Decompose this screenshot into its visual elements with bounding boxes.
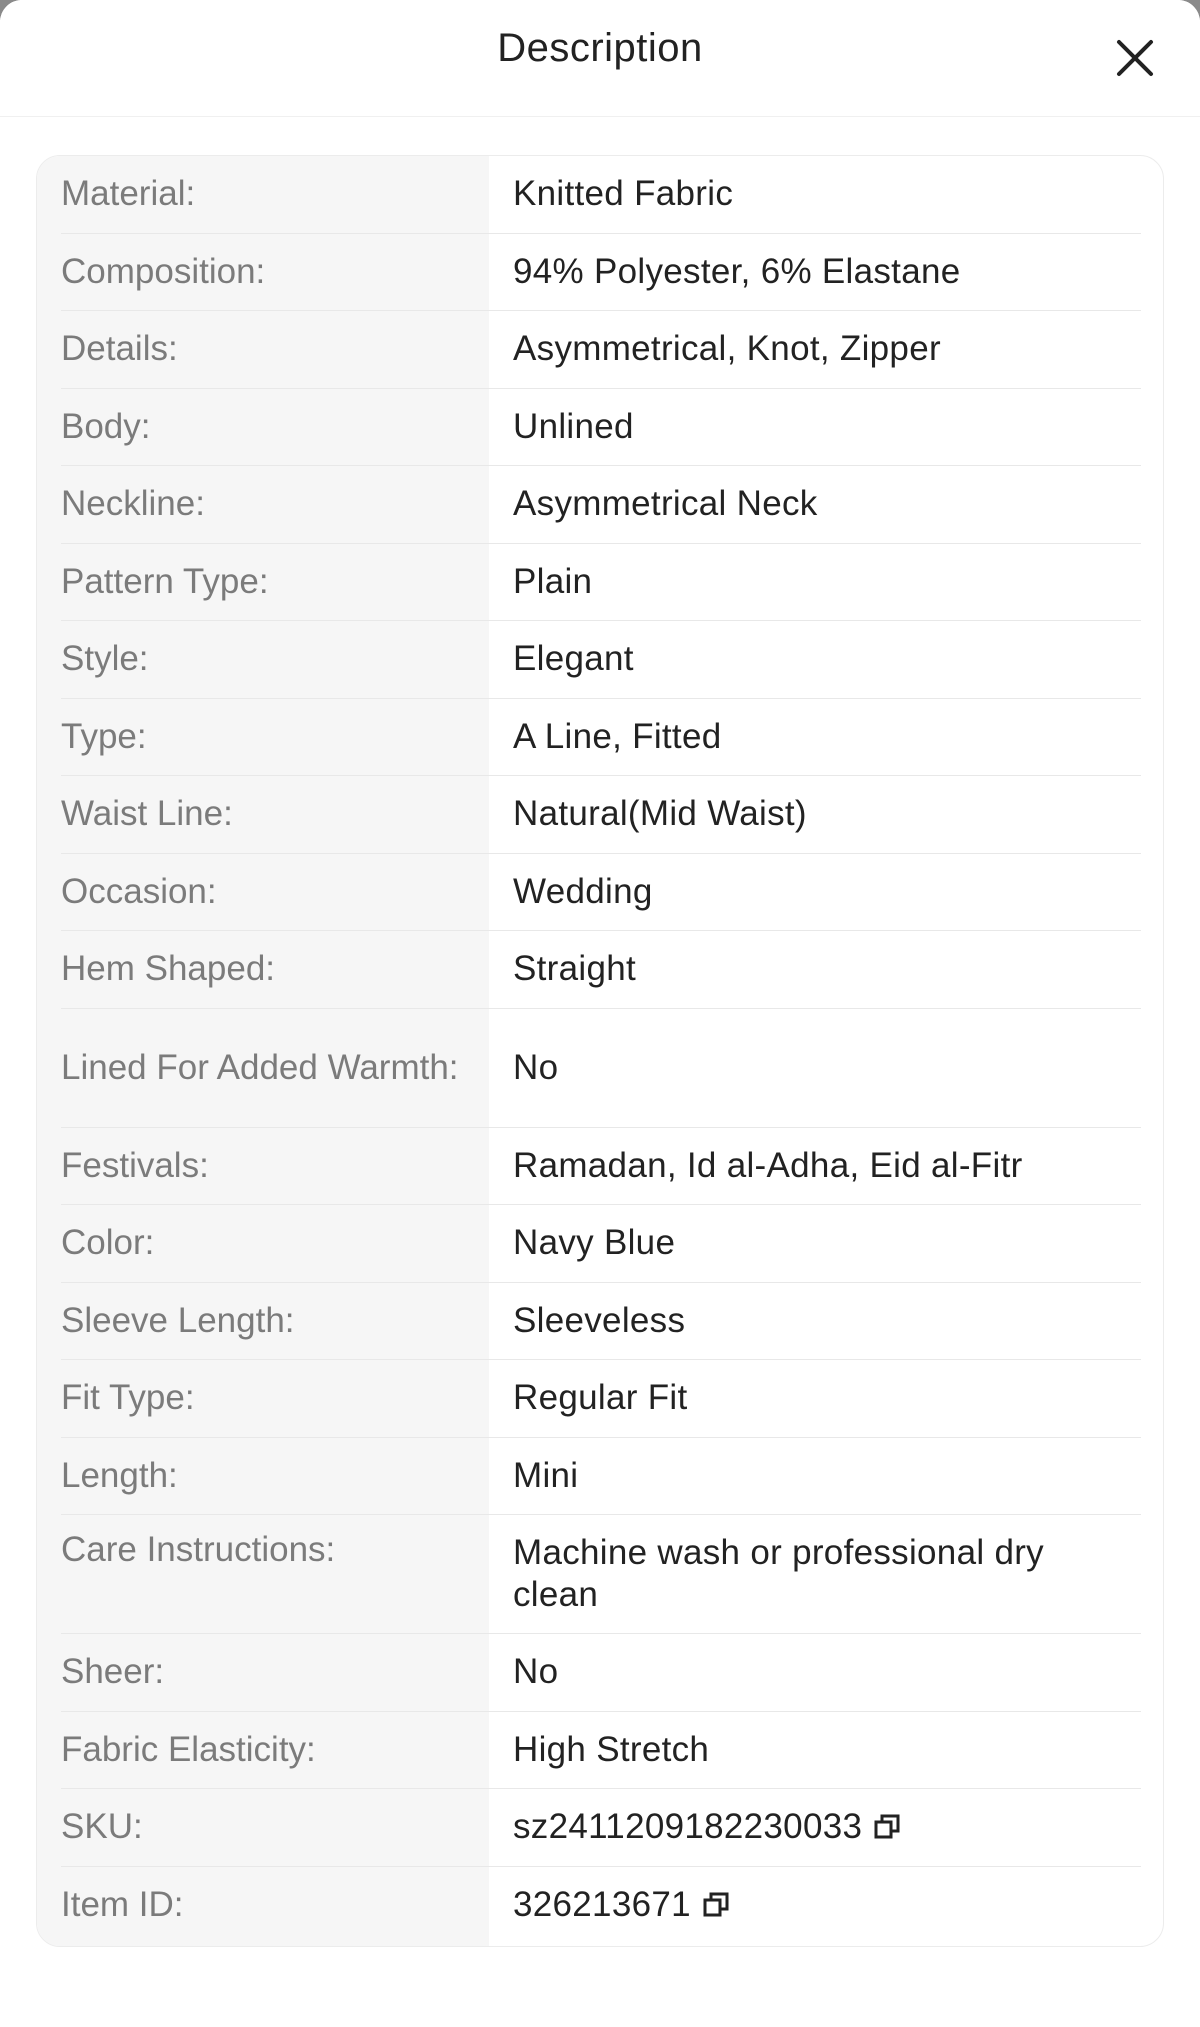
attribute-label: Neckline: [61,484,205,524]
attribute-label: Details: [61,329,178,369]
attribute-label: Occasion: [61,871,217,911]
attribute-row-fit-type [61,1360,1141,1438]
attribute-value: Elegant [513,639,634,679]
attribute-label: Composition: [61,251,266,291]
attribute-row-details [61,311,1141,389]
attribute-row-hem-shaped [61,931,1141,1009]
attribute-value: No [513,1652,559,1692]
attribute-label: Hem Shaped: [61,949,276,989]
attribute-value: Asymmetrical, Knot, Zipper [513,329,941,369]
attribute-value-container [489,1867,1141,1945]
sheet-header [0,0,1200,117]
attribute-value: Unlined [513,406,634,446]
attribute-label: Material: [61,174,196,214]
attribute-row-item-id [61,1867,1141,1945]
attribute-label: Item ID: [61,1885,184,1925]
attribute-value: Sleeveless [513,1300,686,1340]
attribute-row-occasion [61,854,1141,932]
attribute-row-lined-for-added-warmth [61,1009,1141,1128]
attribute-value: A Line, Fitted [513,716,722,756]
attribute-label: Fit Type: [61,1378,195,1418]
attribute-value: Knitted Fabric [513,174,734,214]
attribute-row-length [61,1438,1141,1516]
attribute-value: 94% Polyester, 6% Elastane [513,251,961,291]
attribute-row-festivals [61,1128,1141,1206]
close-icon [1109,32,1161,84]
attribute-value: Straight [513,949,637,989]
attribute-label: Sleeve Length: [61,1300,295,1340]
attribute-value: Ramadan, Id al-Adha, Eid al-Fitr [513,1145,1023,1185]
attribute-label: Body: [61,406,151,446]
attribute-row-color [61,1205,1141,1283]
attribute-row-style [61,621,1141,699]
attribute-value: No [513,1047,559,1087]
attributes-table [36,155,1164,1947]
attribute-label: Type: [61,716,147,756]
attribute-label: Waist Line: [61,794,233,834]
attribute-row-composition [61,234,1141,312]
attribute-row-sleeve-length [61,1283,1141,1361]
attribute-row-sku [61,1789,1141,1867]
attribute-row-waist-line [61,776,1141,854]
attribute-label: Festivals: [61,1145,209,1185]
attribute-row-fabric-elasticity [61,1712,1141,1790]
attribute-label: Fabric Elasticity: [61,1729,316,1769]
attribute-value: Wedding [513,871,653,911]
attribute-row-material [61,156,1141,234]
item-id-value[interactable]: 326213671 [513,1885,691,1925]
copy-icon[interactable] [701,1890,731,1920]
attribute-label: Style: [61,639,149,679]
attribute-row-sheer [61,1634,1141,1712]
attribute-row-body [61,389,1141,467]
attribute-value: Machine wash or professional dry clean [513,1533,1044,1614]
attribute-label: Pattern Type: [61,561,269,601]
attribute-value-container [489,1789,1141,1866]
attribute-label: Care Instructions: [61,1530,336,1569]
attribute-value: Mini [513,1455,579,1495]
attribute-row-neckline [61,466,1141,544]
attribute-row-care-instructions [61,1515,1141,1634]
attribute-row-type [61,699,1141,777]
copy-icon[interactable] [872,1812,902,1842]
sku-value[interactable]: sz2411209182230033 [513,1807,863,1847]
attribute-rows [61,156,1141,1944]
attribute-value: Navy Blue [513,1223,676,1263]
close-button[interactable] [1109,32,1161,84]
attribute-row-pattern-type [61,544,1141,622]
attribute-label: Sheer: [61,1652,165,1692]
attribute-value: Natural(Mid Waist) [513,794,807,834]
attribute-label: SKU: [61,1807,143,1847]
attribute-label: Color: [61,1223,155,1263]
attribute-label: Length: [61,1455,178,1495]
attribute-label: Lined For Added Warmth: [61,1047,459,1087]
attribute-value: Plain [513,561,593,601]
attribute-value: High Stretch [513,1729,710,1769]
attribute-value: Asymmetrical Neck [513,484,818,524]
attribute-value: Regular Fit [513,1378,688,1418]
sheet-title: Description [497,26,703,70]
